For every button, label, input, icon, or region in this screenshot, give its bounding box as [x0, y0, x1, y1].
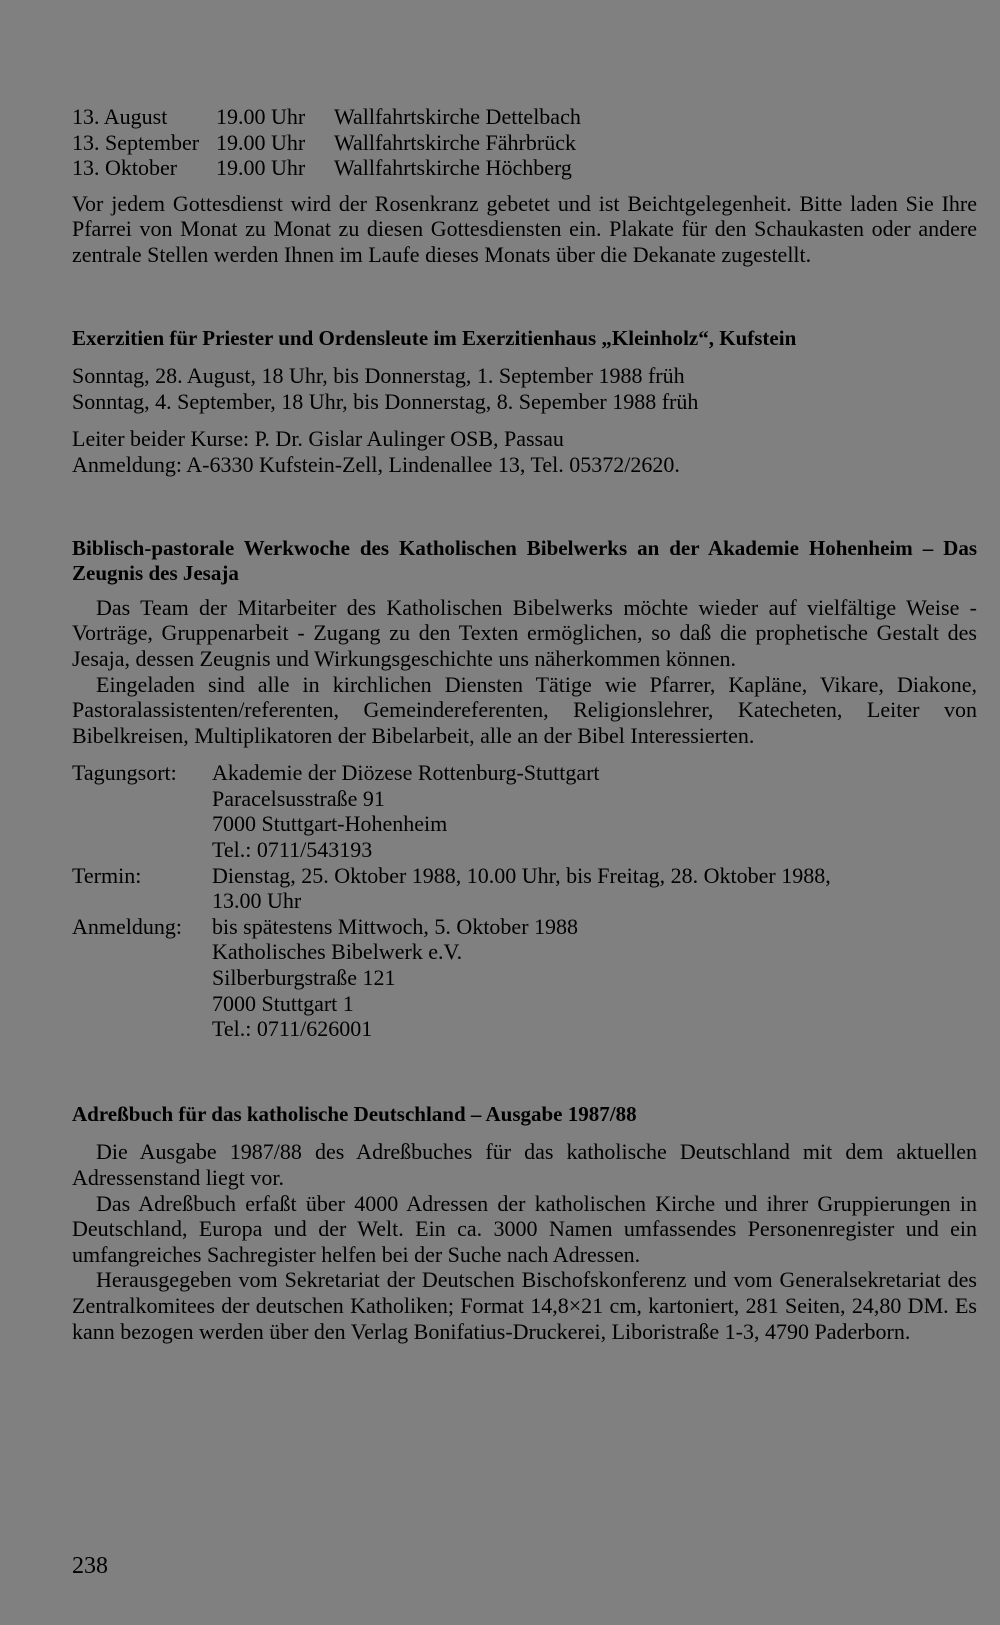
- exerzitien-leader: Leiter beider Kurse: P. Dr. Gislar Aulinger OSB, Passau: [72, 426, 564, 452]
- schedule-note: Vor jedem Gottesdienst wird der Rosenkranz gebetet und ist Beichtgelegenheit. Bitte laden Sie Ihre Pfarrei von Monat zu Monat zu diesen Gottesdiensten ein. Plakate für den Schaukasten oder andere zentrale Stellen werden Ihnen im Laufe dieses Monats über die Dekanate zugestellt.: [72, 190, 977, 267]
- schedule-row: [72, 130, 977, 156]
- detail-line: 7000 Stuttgart 1: [212, 990, 354, 1016]
- service-schedule: [72, 104, 977, 181]
- detail-value: [212, 914, 578, 1042]
- detail-line: 7000 Stuttgart-Hohenheim: [212, 811, 448, 837]
- werkwoche-paragraph: Das Team der Mitarbeiter des Katholischen Bibelwerks möchte wieder auf vielfältige Weise - Vorträge, Gruppenarbeit - Zugang zu den Texten ermöglichen, so daß die prophetische Gestalt des Jesaja, dessen Zeugnis und Wirkungsgeschichte uns näherkommen können.: [72, 594, 977, 671]
- spacer: [72, 1127, 977, 1139]
- werkwoche-heading: Biblisch-pastorale Werkwoche des Katholischen Bibelwerks an der Akademie Hohenheim – Das Zeugnis des Jesaja: [72, 535, 977, 586]
- page-number: 238: [72, 1553, 108, 1579]
- exerzitien-date-line: Sonntag, 28. August, 18 Uhr, bis Donnerstag, 1. September 1988 früh: [72, 363, 685, 389]
- detail-value: [212, 863, 831, 914]
- spacer: [72, 587, 977, 595]
- werkwoche-details: [72, 760, 977, 1042]
- schedule-date: 13. August: [72, 104, 168, 129]
- detail-line: Tel.: 0711/626001: [212, 1016, 373, 1042]
- spacer: [72, 351, 977, 363]
- schedule-date: 13. September: [72, 129, 200, 155]
- schedule-date: 13. Oktober: [72, 155, 178, 181]
- detail-label: Termin:: [72, 862, 142, 888]
- detail-line: Akademie der Diözese Rottenburg-Stuttgart: [212, 760, 600, 786]
- adressbuch-paragraph: Die Ausgabe 1987/88 des Adreßbuches für das katholische Deutschland mit dem aktuellen Adressenstand liegt vor.: [72, 1139, 977, 1190]
- exerzitien-date-line: Sonntag, 4. September, 18 Uhr, bis Donnerstag, 8. Sepember 1988 früh: [72, 388, 699, 414]
- schedule-place: Wallfahrtskirche Höchberg: [334, 155, 572, 181]
- detail-line: 13.00 Uhr: [212, 888, 302, 914]
- detail-label: Tagungsort:: [72, 760, 177, 786]
- schedule-row: [72, 104, 977, 130]
- detail-line: Katholisches Bibelwerk e.V.: [212, 939, 463, 965]
- exerzitien-dates: [72, 363, 977, 414]
- section-spacer: [72, 1042, 977, 1102]
- exerzitien-heading: Exerzitien für Priester und Ordensleute im Exerzitienhaus „Kleinholz“, Kufstein: [72, 325, 797, 350]
- spacer: [72, 414, 977, 426]
- detail-row-termin: [72, 863, 977, 914]
- detail-line: bis spätestens Mittwoch, 5. Oktober 1988: [212, 913, 579, 939]
- spacer: [72, 748, 977, 760]
- detail-line: Tel.: 0711/543193: [212, 837, 373, 863]
- schedule-time: 19.00 Uhr: [216, 155, 306, 181]
- detail-row-tagungsort: [72, 760, 977, 862]
- schedule-place: Wallfahrtskirche Dettelbach: [334, 104, 581, 129]
- detail-line: Silberburgstraße 121: [212, 965, 396, 991]
- adressbuch-heading: Adreßbuch für das katholische Deutschland – Ausgabe 1987/88: [72, 1101, 637, 1126]
- schedule-place: Wallfahrtskirche Fährbrück: [334, 129, 576, 155]
- schedule-time: 19.00 Uhr: [216, 129, 306, 155]
- section-spacer: [72, 478, 977, 536]
- detail-line: Dienstag, 25. Oktober 1988, 10.00 Uhr, bis Freitag, 28. Oktober 1988,: [212, 862, 831, 888]
- document-page: [72, 104, 977, 1344]
- schedule-row: [72, 155, 977, 181]
- detail-label: Anmeldung:: [72, 913, 182, 939]
- section-spacer: [72, 268, 977, 326]
- exerzitien-registration: Anmeldung: A-6330 Kufstein-Zell, Lindenallee 13, Tel. 05372/2620.: [72, 451, 680, 477]
- adressbuch-paragraph: Das Adreßbuch erfaßt über 4000 Adressen der katholischen Kirche und ihrer Gruppierungen in Deutschland, Europa und der Welt. Ein ca. 3000 Namen umfassendes Personenregister und ein umfangreiches Sachregister helfen bei der Suche nach Adressen.: [72, 1190, 977, 1267]
- detail-line: Paracelsusstraße 91: [212, 785, 385, 811]
- detail-value: [212, 760, 600, 862]
- detail-row-anmeldung: [72, 914, 977, 1042]
- schedule-time: 19.00 Uhr: [216, 104, 306, 129]
- werkwoche-paragraph: Eingeladen sind alle in kirchlichen Diensten Tätige wie Pfarrer, Kapläne, Vikare, Diakone, Pastoralassistenten/referenten, Gemeindereferenten, Religionslehrer, Katecheten, Leiter von Bibelkreisen, Multiplikatoren der Bibelarbeit, alle an der Bibel Interessierten.: [72, 671, 977, 748]
- exerzitien-contact: [72, 426, 977, 477]
- adressbuch-paragraph: Herausgegeben vom Sekretariat der Deutschen Bischofskonferenz und vom Generalsekretariat des Zentralkomitees der deutschen Katholiken; Format 14,8×21 cm, kartoniert, 281 Seiten, 24,80 DM. Es kann bezogen werden über den Verlag Bonifatius-Druckerei, Liboristraße 1-3, 4790 Paderborn.: [72, 1267, 977, 1344]
